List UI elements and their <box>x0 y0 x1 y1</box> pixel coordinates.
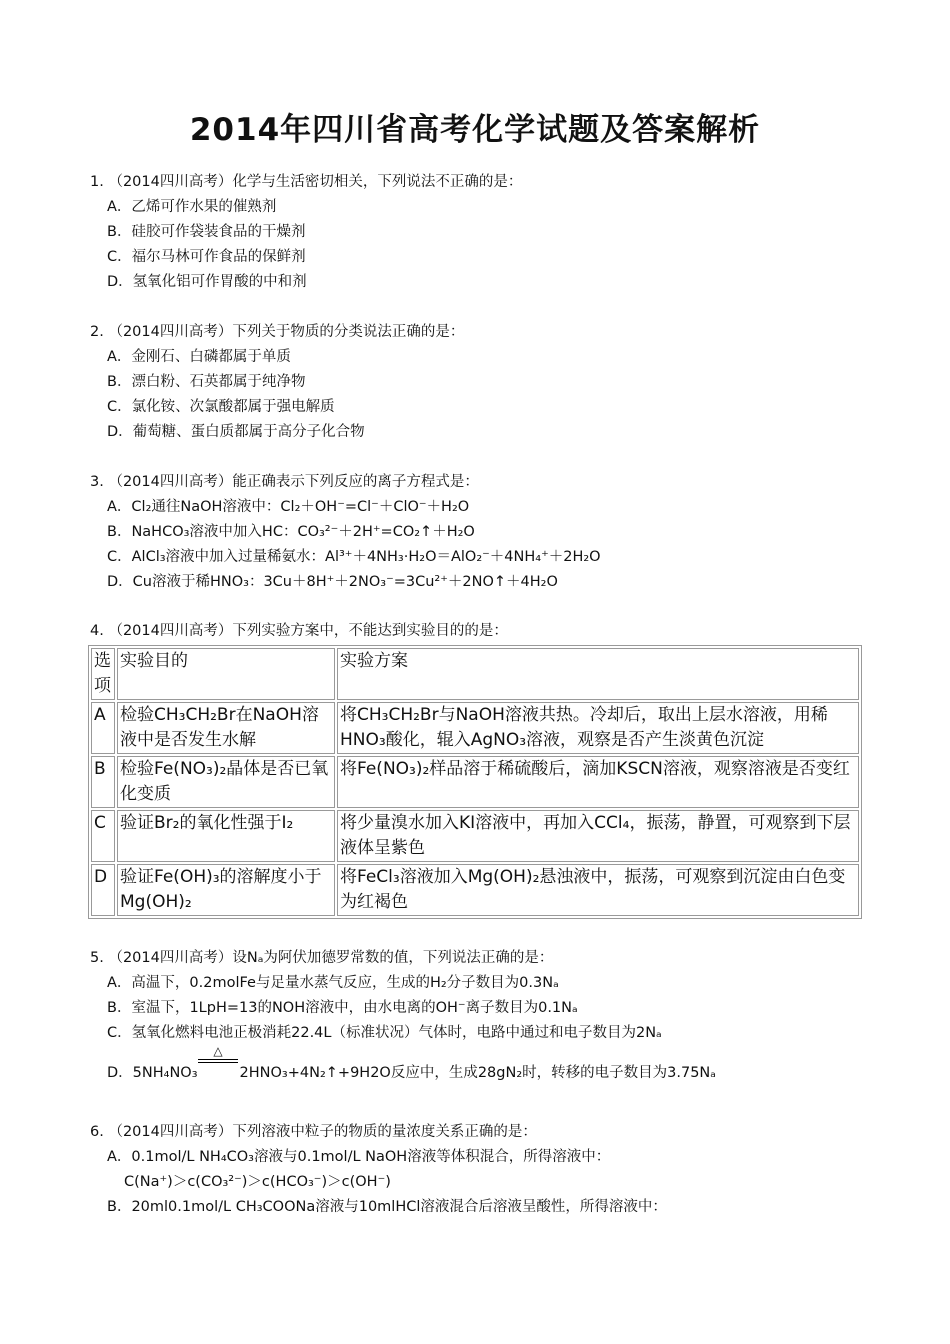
q3-option-c: C．AlCl₃溶液中加入过量稀氨水：Al³⁺＋4NH₃·H₂O＝AlO₂⁻＋4NH₄⁺＋2H₂O <box>107 549 601 565</box>
q5-option-d-reactant: D．5NH₄NO₃ <box>107 1065 198 1081</box>
row-goal: 检验Fe(NO₃)₂晶体是否已氧化变质 <box>117 756 335 808</box>
q2-stem: 2. （2014四川高考）下列关于物质的分类说法正确的是： <box>90 324 465 340</box>
q5-stem: 5. （2014四川高考）设Nₐ为阿伏加德罗常数的值，下列说法正确的是： <box>90 950 554 966</box>
row-goal: 验证Br₂的氧化性强于I₂ <box>117 810 335 862</box>
header-plan: 实验方案 <box>337 648 859 700</box>
q5-option-d <box>107 1061 716 1086</box>
q1-option-d: D．氢氧化铝可作胃酸的中和剂 <box>107 274 307 290</box>
q1-option-a: A．乙烯可作水果的催熟剂 <box>107 199 277 215</box>
table-header-row <box>91 648 859 700</box>
row-option: A <box>91 702 115 754</box>
q3-stem: 3. （2014四川高考）能正确表示下列反应的离子方程式是： <box>90 474 479 490</box>
q1-option-b: B．硅胶可作袋装食品的干燥剂 <box>107 224 306 240</box>
row-option: B <box>91 756 115 808</box>
q2-option-a: A．金刚石、白磷都属于单质 <box>107 349 291 365</box>
row-plan: 将Fe(NO₃)₂样品溶于稀硫酸后，滴加KSCN溶液，观察溶液是否变红 <box>337 756 859 808</box>
table-row <box>91 864 859 916</box>
q1-stem: 1. （2014四川高考）化学与生活密切相关，下列说法不正确的是： <box>90 174 523 190</box>
q6-option-b: B．20ml0.1mol/L CH₃COONa溶液与10mlHCl溶液混合后溶液呈酸性，所得溶液中： <box>107 1199 667 1215</box>
q5-option-b: B．室温下，1LpH=13的NOH溶液中，由水电离的OH⁻离子数目为0.1Nₐ <box>107 1000 578 1016</box>
row-plan: 将少量溴水加入KI溶液中，再加入CCl₄，振荡，静置，可观察到下层液体呈紫色 <box>337 810 859 862</box>
table-row <box>91 756 859 808</box>
heat-triangle-icon: △ <box>213 1044 223 1058</box>
table-row <box>91 702 859 754</box>
page-title: 2014年四川省高考化学试题及答案解析 <box>189 112 761 148</box>
q6-stem: 6. （2014四川高考）下列溶液中粒子的物质的量浓度关系正确的是： <box>90 1124 537 1140</box>
header-option: 选项 <box>91 648 115 700</box>
q5-option-c: C．氢氧化燃料电池正极消耗22.4L（标准状况）气体时，电路中通过和电子数目为2Nₐ <box>107 1025 662 1041</box>
row-plan: 将CH₃CH₂Br与NaOH溶液共热。冷却后，取出上层水溶液，用稀HNO₃酸化，辊入AgNO₃溶液，观察是否产生淡黄色沉淀 <box>337 702 859 754</box>
row-goal: 检验CH₃CH₂Br在NaOH溶液中是否发生水解 <box>117 702 335 754</box>
row-plan: 将FeCl₃溶液加入Mg(OH)₂悬浊液中，振荡，可观察到沉淀由白色变为红褐色 <box>337 864 859 916</box>
q3-option-d: D．Cu溶液于稀HNO₃：3Cu＋8H⁺＋2NO₃⁻=3Cu²⁺＋2NO↑＋4H₂O <box>107 574 558 590</box>
header-goal: 实验目的 <box>117 648 335 700</box>
q3-option-a: A．Cl₂通往NaOH溶液中：Cl₂＋OH⁻=Cl⁻＋ClO⁻＋H₂O <box>107 499 470 515</box>
q5-option-a: A．高温下，0.2molFe与足量水蒸气反应，生成的H₂分子数目为0.3Nₐ <box>107 975 559 991</box>
q1-option-c: C．福尔马林可作食品的保鲜剂 <box>107 249 306 265</box>
q2-option-d: D．葡萄糖、蛋白质都属于高分子化合物 <box>107 424 365 440</box>
q6-option-a: A．0.1mol/L NH₄CO₃溶液与0.1mol/L NaOH溶液等体积混合，所得溶液中： <box>107 1149 611 1165</box>
q5-option-d-products: 2HNO₃+4N₂↑+9H2O反应中，生成28gN₂时，转移的电子数目为3.75Nₐ <box>239 1065 716 1081</box>
q3-option-b: B．NaHCO₃溶液中加入HC：CO₃²⁻＋2H⁺=CO₂↑＋H₂O <box>107 524 475 540</box>
experiment-table <box>88 645 862 919</box>
table-row <box>91 810 859 862</box>
row-option: D <box>91 864 115 916</box>
row-goal: 验证Fe(OH)₃的溶解度小于Mg(OH)₂ <box>117 864 335 916</box>
row-option: C <box>91 810 115 862</box>
q2-option-b: B．漂白粉、石英都属于纯净物 <box>107 374 306 390</box>
q4-stem: 4. （2014四川高考）下列实验方案中，不能达到实验目的的是： <box>90 623 508 639</box>
q2-option-c: C．氯化铵、次氯酸都属于强电解质 <box>107 399 335 415</box>
q6-option-a-relation: C(Na⁺)＞c(CO₃²⁻)＞c(HCO₃⁻)＞c(OH⁻) <box>124 1174 391 1190</box>
